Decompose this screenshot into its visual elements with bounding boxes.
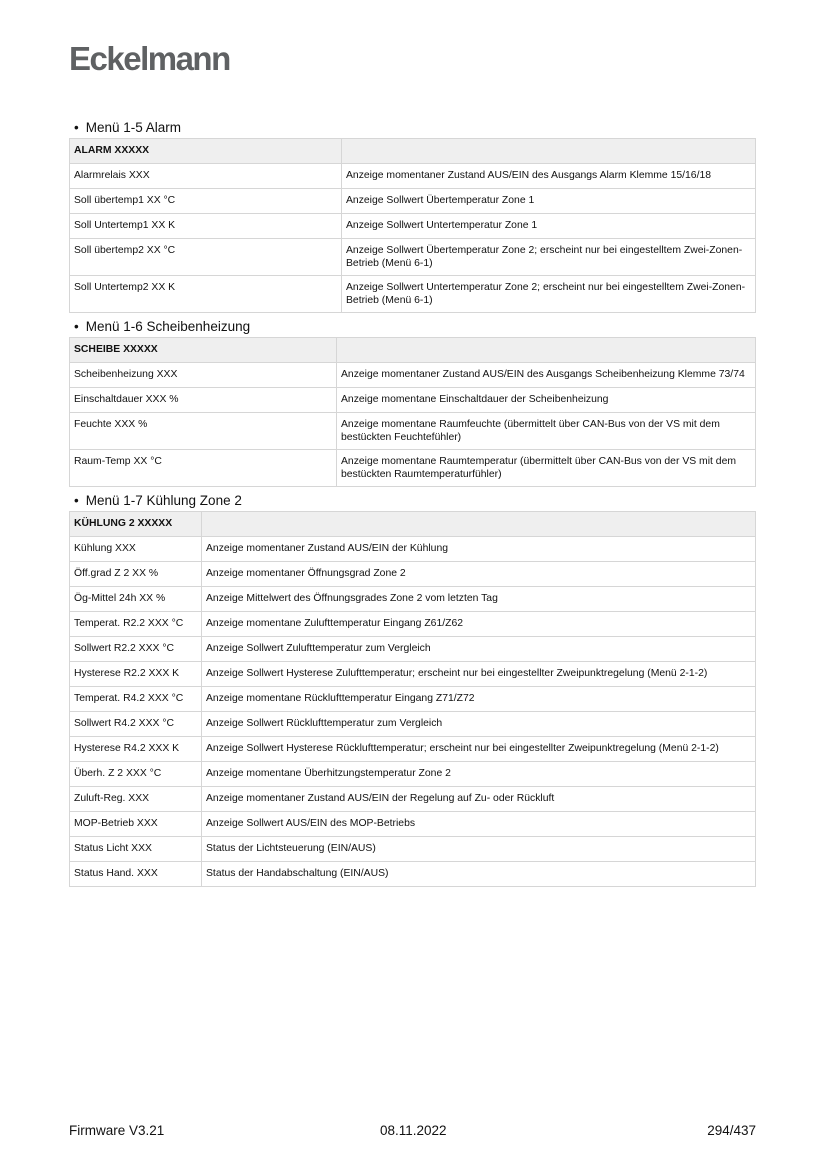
table-row: [70, 239, 756, 276]
description-cell: Anzeige Sollwert Hysterese Rücklufttemperatur; erscheint nur bei eingestellter Zweipunktregelung (Menü 2-1-2): [202, 737, 756, 762]
description-cell: Anzeige momentaner Öffnungsgrad Zone 2: [202, 562, 756, 587]
description-cell: Anzeige Sollwert Übertemperatur Zone 2; erscheint nur bei eingestelltem Zwei-Zonen-Betrieb (Menü 6-1): [342, 239, 756, 276]
table-row: [70, 363, 756, 388]
table-header-row: [70, 512, 756, 537]
bullet-icon: •: [74, 493, 79, 508]
table-row: [70, 450, 756, 487]
description-cell: Anzeige momentaner Zustand AUS/EIN des Ausgangs Scheibenheizung Klemme 73/74: [337, 363, 756, 388]
parameter-cell: Alarmrelais XXX: [70, 164, 342, 189]
table-row: [70, 562, 756, 587]
description-cell: Anzeige momentane Einschaltdauer der Scheibenheizung: [337, 388, 756, 413]
table-row: [70, 787, 756, 812]
parameter-cell: Sollwert R2.2 XXX °C: [70, 637, 202, 662]
section-heading-text: Menü 1-5 Alarm: [85, 120, 182, 135]
parameter-cell: Zuluft-Reg. XXX: [70, 787, 202, 812]
parameter-cell: Sollwert R4.2 XXX °C: [70, 712, 202, 737]
description-cell: Anzeige momentane Raumfeuchte (übermittelt über CAN-Bus von der VS mit dem bestückten Feuchtefühler): [337, 413, 756, 450]
table-row: [70, 812, 756, 837]
parameter-cell: Einschaltdauer XXX %: [70, 388, 337, 413]
parameter-cell: Temperat. R2.2 XXX °C: [70, 612, 202, 637]
table-header-empty: [202, 512, 756, 537]
description-cell: Anzeige Mittelwert des Öffnungsgrades Zone 2 vom letzten Tag: [202, 587, 756, 612]
section-heading: [74, 319, 756, 334]
table-row: [70, 587, 756, 612]
document-content: [69, 120, 756, 893]
parameter-cell: Raum-Temp XX °C: [70, 450, 337, 487]
table-header-cell: ALARM XXXXX: [70, 139, 342, 164]
parameter-cell: Soll Untertemp2 XX K: [70, 276, 342, 313]
parameter-cell: Feuchte XXX %: [70, 413, 337, 450]
table-row: [70, 687, 756, 712]
table-row: [70, 388, 756, 413]
menu-table: [69, 511, 756, 887]
table-row: [70, 413, 756, 450]
description-cell: Anzeige momentaner Zustand AUS/EIN der Regelung auf Zu- oder Rückluft: [202, 787, 756, 812]
table-header-empty: [337, 338, 756, 363]
table-header-cell: KÜHLUNG 2 XXXXX: [70, 512, 202, 537]
description-cell: Anzeige momentaner Zustand AUS/EIN des Ausgangs Alarm Klemme 15/16/18: [342, 164, 756, 189]
table-row: [70, 837, 756, 862]
menu-table: [69, 337, 756, 487]
parameter-cell: Soll übertemp1 XX °C: [70, 189, 342, 214]
table-row: [70, 276, 756, 313]
description-cell: Anzeige Sollwert Hysterese Zulufttemperatur; erscheint nur bei eingestellter Zweipunktregelung (Menü 2-1-2): [202, 662, 756, 687]
table-header-empty: [342, 139, 756, 164]
table-row: [70, 537, 756, 562]
parameter-cell: Scheibenheizung XXX: [70, 363, 337, 388]
section-heading: [74, 120, 756, 135]
table-row: [70, 637, 756, 662]
description-cell: Anzeige momentane Zulufttemperatur Eingang Z61/Z62: [202, 612, 756, 637]
parameter-cell: Hysterese R2.2 XXX K: [70, 662, 202, 687]
description-cell: Anzeige Sollwert Untertemperatur Zone 2; erscheint nur bei eingestelltem Zwei-Zonen-Betrieb (Menü 6-1): [342, 276, 756, 313]
table-row: [70, 214, 756, 239]
parameter-cell: Überh. Z 2 XXX °C: [70, 762, 202, 787]
table-header-row: [70, 338, 756, 363]
description-cell: Anzeige momentaner Zustand AUS/EIN der Kühlung: [202, 537, 756, 562]
parameter-cell: MOP-Betrieb XXX: [70, 812, 202, 837]
parameter-cell: Öff.grad Z 2 XX %: [70, 562, 202, 587]
table-row: [70, 862, 756, 887]
parameter-cell: Status Licht XXX: [70, 837, 202, 862]
description-cell: Anzeige Sollwert AUS/EIN des MOP-Betriebs: [202, 812, 756, 837]
table-row: [70, 712, 756, 737]
description-cell: Anzeige momentane Rücklufttemperatur Eingang Z71/Z72: [202, 687, 756, 712]
table-header-row: [70, 139, 756, 164]
table-row: [70, 737, 756, 762]
footer-page-number: 294/437: [707, 1123, 756, 1138]
table-row: [70, 612, 756, 637]
section-heading: [74, 493, 756, 508]
description-cell: Status der Handabschaltung (EIN/AUS): [202, 862, 756, 887]
footer-firmware: Firmware V3.21: [69, 1123, 165, 1138]
description-cell: Anzeige Sollwert Zulufttemperatur zum Vergleich: [202, 637, 756, 662]
parameter-cell: Temperat. R4.2 XXX °C: [70, 687, 202, 712]
description-cell: Anzeige Sollwert Übertemperatur Zone 1: [342, 189, 756, 214]
table-row: [70, 662, 756, 687]
parameter-cell: Status Hand. XXX: [70, 862, 202, 887]
description-cell: Anzeige momentane Raumtemperatur (übermittelt über CAN-Bus von der VS mit dem bestückten Raumtemperaturfühler): [337, 450, 756, 487]
parameter-cell: Hysterese R4.2 XXX K: [70, 737, 202, 762]
description-cell: Anzeige Sollwert Rücklufttemperatur zum Vergleich: [202, 712, 756, 737]
parameter-cell: Ög-Mittel 24h XX %: [70, 587, 202, 612]
table-row: [70, 189, 756, 214]
description-cell: Anzeige momentane Überhitzungstemperatur Zone 2: [202, 762, 756, 787]
parameter-cell: Soll übertemp2 XX °C: [70, 239, 342, 276]
bullet-icon: •: [74, 120, 79, 135]
description-cell: Anzeige Sollwert Untertemperatur Zone 1: [342, 214, 756, 239]
parameter-cell: Kühlung XXX: [70, 537, 202, 562]
footer-date: 08.11.2022: [380, 1123, 447, 1138]
eckelmann-logo: Eckelmann: [69, 40, 230, 77]
bullet-icon: •: [74, 319, 79, 334]
table-row: [70, 762, 756, 787]
section-heading-text: Menü 1-6 Scheibenheizung: [85, 319, 251, 334]
description-cell: Status der Lichtsteuerung (EIN/AUS): [202, 837, 756, 862]
menu-table: [69, 138, 756, 313]
table-header-cell: SCHEIBE XXXXX: [70, 338, 337, 363]
table-row: [70, 164, 756, 189]
section-heading-text: Menü 1-7 Kühlung Zone 2: [85, 493, 242, 508]
parameter-cell: Soll Untertemp1 XX K: [70, 214, 342, 239]
